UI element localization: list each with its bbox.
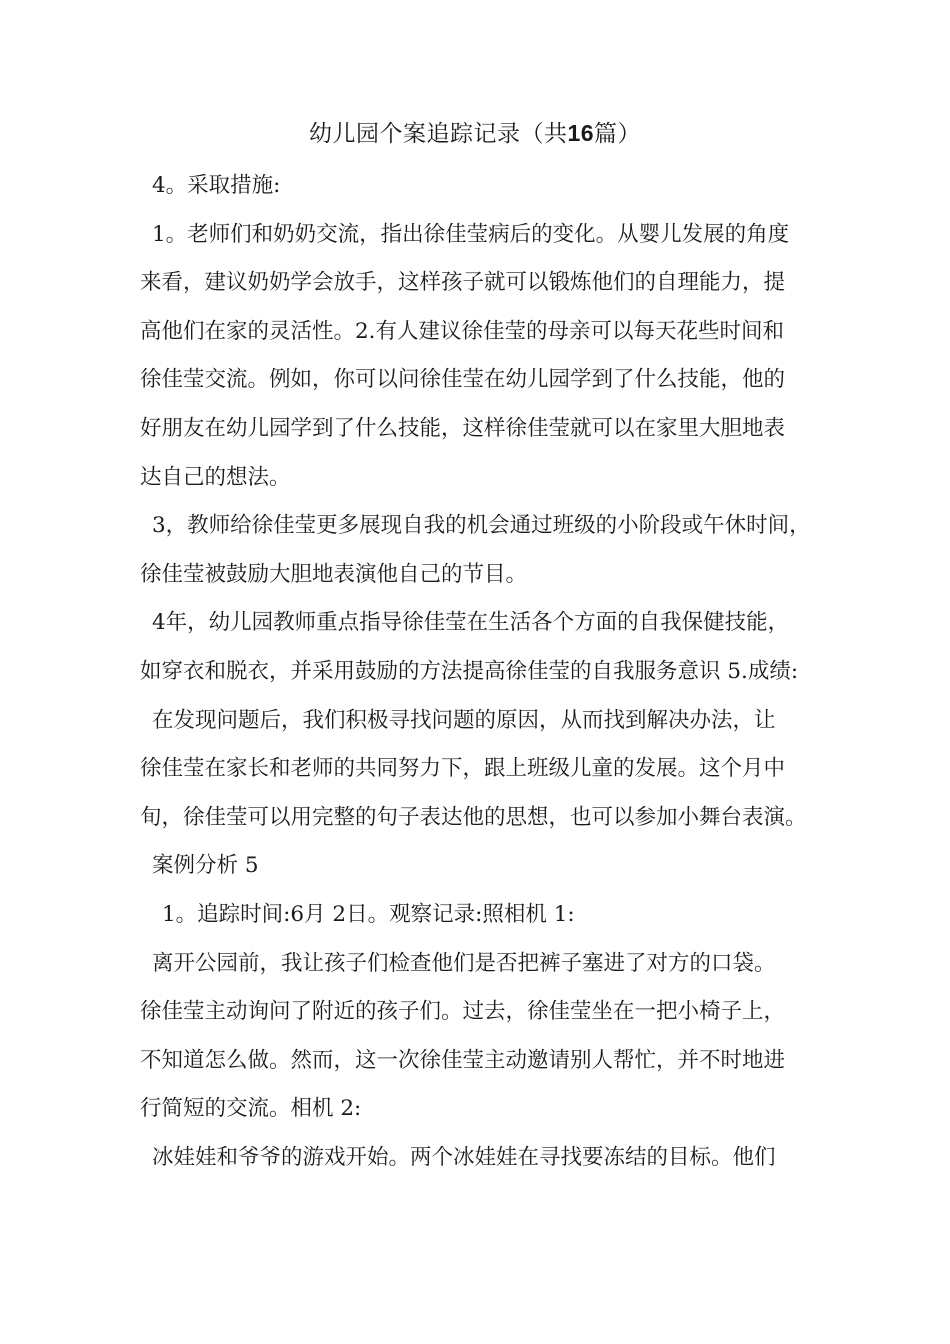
- paragraph-line: 在发现问题后，我们积极寻找问题的原因，从而找到解决办法，让: [152, 707, 776, 733]
- paragraph-line: 1。老师们和奶奶交流，指出徐佳莹病后的变化。从婴儿发展的角度: [152, 221, 790, 247]
- paragraph-line: 4年，幼儿园教师重点指导徐佳莹在生活各个方面的自我保健技能，: [152, 610, 790, 636]
- paragraph-line: 行简短的交流。相机 2:: [140, 1096, 362, 1122]
- section-heading: 案例分析 5: [152, 853, 259, 879]
- paragraph-line: 徐佳莹交流。例如，你可以问徐佳莹在幼儿园学到了什么技能，他的: [140, 367, 786, 393]
- paragraph-line: 来看，建议奶奶学会放手，这样孩子就可以锻炼他们的自理能力，提: [140, 270, 786, 296]
- paragraph-line: 徐佳莹主动询问了附近的孩子们。过去，徐佳莹坐在一把小椅子上，: [140, 999, 786, 1025]
- paragraph-line: 好朋友在幼儿园学到了什么技能，这样徐佳莹就可以在家里大胆地表: [140, 415, 786, 441]
- title-text-start: 幼儿园个案追踪记录（共: [308, 121, 568, 147]
- paragraph-line: 离开公园前，我让孩子们检查他们是否把裤子塞进了对方的口袋。: [152, 950, 776, 976]
- document-title: [0, 116, 950, 151]
- paragraph-line: 4。采取措施:: [152, 173, 281, 198]
- paragraph-line: 徐佳莹被鼓励大胆地表演他自己的节目。: [140, 561, 528, 587]
- title-count: 16: [567, 120, 595, 146]
- paragraph-line: 达自己的想法。: [140, 464, 291, 490]
- paragraph-line: 徐佳莹在家长和老师的共同努力下，跟上班级儿童的发展。这个月中: [140, 756, 786, 782]
- paragraph-line: 不知道怎么做。然而，这一次徐佳莹主动邀请别人帮忙，并不时地进: [140, 1047, 786, 1073]
- paragraph-line: 3，教师给徐佳莹更多展现自我的机会通过班级的小阶段或午休时间，: [152, 513, 811, 539]
- paragraph-line: 高他们在家的灵活性。2.有人建议徐佳莹的母亲可以每天花些时间和: [140, 318, 785, 344]
- paragraph-line: 冰娃娃和爷爷的游戏开始。两个冰娃娃在寻找要冻结的目标。他们: [152, 1144, 776, 1170]
- paragraph-line: 如穿衣和脱衣，并采用鼓励的方法提高徐佳莹的自我服务意识 5.成绩:: [140, 658, 799, 684]
- paragraph-line: 旬，徐佳莹可以用完整的句子表达他的思想，也可以参加小舞台表演。: [140, 804, 807, 830]
- document-body: [140, 162, 820, 1182]
- paragraph-line: 1。追踪时间:6月 2日。观察记录:照相机 1:: [162, 901, 575, 927]
- title-text-end: 篇）: [594, 121, 642, 147]
